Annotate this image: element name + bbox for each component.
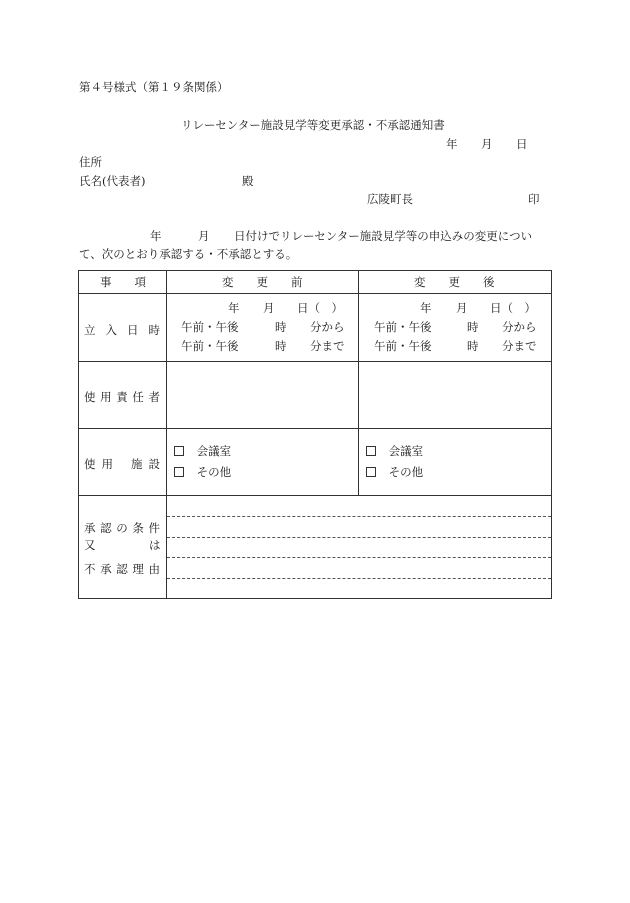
label-char: 用 <box>100 390 112 404</box>
before-to-hour: 時 <box>275 339 287 353</box>
body-line1: 日付けでリレーセンター施設見学等の申込みの変更につい <box>234 229 533 243</box>
after-from-minute: 分から <box>502 320 537 334</box>
table-border-right <box>551 270 552 599</box>
table-divider <box>78 293 552 294</box>
label-facility <box>84 456 160 472</box>
label-char: 使 <box>84 457 96 471</box>
label-char: 条 <box>132 521 144 535</box>
after-to-hour: 時 <box>467 339 479 353</box>
table-border-top <box>78 270 552 271</box>
option-label: 会議室 <box>196 444 232 458</box>
table-col-divider <box>166 270 167 599</box>
body-month: 月 <box>198 229 210 243</box>
table-border-left <box>78 270 79 599</box>
dashed-line <box>167 578 551 579</box>
label-char: 不 <box>84 562 96 576</box>
after-option-other[interactable] <box>366 467 423 479</box>
label-responsible-person <box>84 389 160 405</box>
before-from-minute: 分から <box>310 320 345 334</box>
label-char: 施 <box>131 457 143 471</box>
after-from-ampm: 午前・午後 <box>374 320 432 334</box>
before-month: 月 <box>263 301 275 315</box>
after-from-hour: 時 <box>467 320 479 334</box>
document-title: リレーセンター施設見学等変更承認・不承認通知書 <box>181 118 445 132</box>
after-day: 日（ ） <box>490 301 536 315</box>
label-char: 由 <box>148 562 160 576</box>
name-label: 氏名(代表者) <box>79 174 146 188</box>
form-number: 第４号様式（第１９条関係） <box>79 80 229 94</box>
dashed-line <box>167 557 551 558</box>
before-from-ampm: 午前・午後 <box>181 320 239 334</box>
label-or-a: 又 <box>84 538 96 552</box>
before-option-meeting-room[interactable] <box>174 446 231 458</box>
table-divider <box>78 495 552 496</box>
label-approval-conditions <box>84 520 160 536</box>
issuer-seal: 印 <box>528 192 540 206</box>
label-char: 使 <box>84 390 96 404</box>
date-month: 月 <box>481 137 493 151</box>
address-label: 住所 <box>79 155 102 169</box>
option-label: 会議室 <box>388 444 424 458</box>
label-char: 件 <box>148 521 160 535</box>
header-item: 事 項 <box>100 275 146 289</box>
option-label: その他 <box>196 465 232 479</box>
label-gap <box>119 456 125 472</box>
table-divider <box>78 361 552 362</box>
after-year: 年 <box>420 301 432 315</box>
header-before: 変 更 前 <box>222 275 303 289</box>
label-char: 時 <box>148 323 160 337</box>
checkbox-icon[interactable] <box>174 446 184 456</box>
label-char: 用 <box>101 457 113 471</box>
body-year: 年 <box>150 229 162 243</box>
label-char: 承 <box>84 521 96 535</box>
honorific: 殿 <box>242 174 254 188</box>
before-from-hour: 時 <box>275 320 287 334</box>
dashed-line <box>167 537 551 538</box>
before-day: 日（ ） <box>297 301 343 315</box>
before-year: 年 <box>228 301 240 315</box>
checkbox-icon[interactable] <box>366 467 376 477</box>
label-char: の <box>116 521 128 535</box>
label-rejection-reason <box>84 561 160 577</box>
before-to-ampm: 午前・午後 <box>181 339 239 353</box>
label-char: 任 <box>132 390 144 404</box>
before-option-other[interactable] <box>174 467 231 479</box>
before-to-minute: 分まで <box>310 339 345 353</box>
dashed-line <box>167 516 551 517</box>
checkbox-icon[interactable] <box>366 446 376 456</box>
label-or-b: は <box>149 538 161 552</box>
label-char: 認 <box>100 521 112 535</box>
label-char: 理 <box>132 562 144 576</box>
label-char: 者 <box>148 390 160 404</box>
label-char: 入 <box>105 323 117 337</box>
option-label: その他 <box>388 465 424 479</box>
label-char: 責 <box>116 390 128 404</box>
date-day: 日 <box>516 137 528 151</box>
label-char: 立 <box>84 323 96 337</box>
after-month: 月 <box>456 301 468 315</box>
label-char: 承 <box>100 562 112 576</box>
issuer-title: 広陵町長 <box>367 192 413 206</box>
checkbox-icon[interactable] <box>174 467 184 477</box>
label-char: 設 <box>148 457 160 471</box>
date-year: 年 <box>446 137 458 151</box>
header-after: 変 更 後 <box>414 275 495 289</box>
after-to-minute: 分まで <box>502 339 537 353</box>
table-divider <box>78 428 552 429</box>
after-option-meeting-room[interactable] <box>366 446 423 458</box>
table-border-bottom <box>78 598 552 599</box>
label-char: 日 <box>127 323 139 337</box>
label-char: 認 <box>116 562 128 576</box>
label-entry-datetime <box>84 322 160 338</box>
table-col-divider <box>358 270 359 496</box>
after-to-ampm: 午前・午後 <box>374 339 432 353</box>
body-line2: て、次のとおり承認する・不承認とする。 <box>79 247 298 261</box>
